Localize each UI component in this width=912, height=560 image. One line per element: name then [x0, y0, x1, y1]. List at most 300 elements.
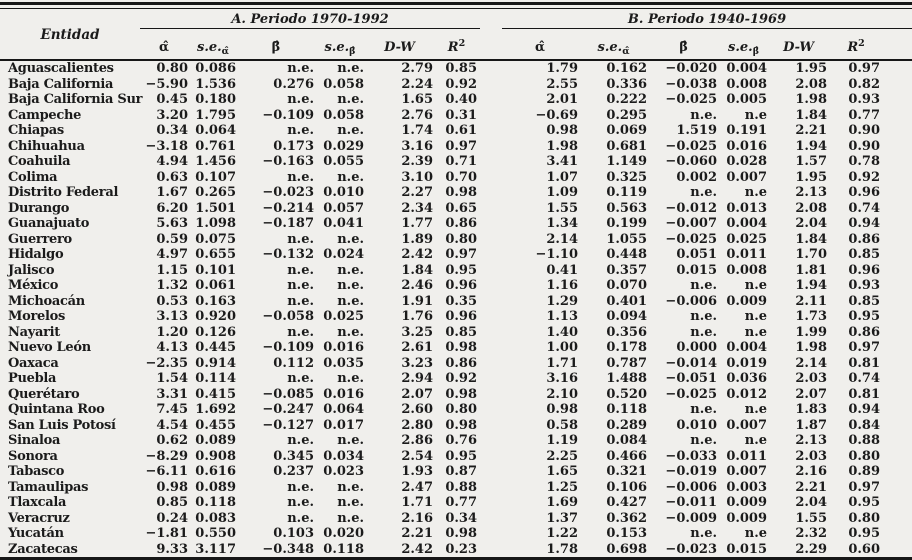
value-cell: 0.058 — [323, 107, 364, 123]
value-cell: n.e. — [690, 402, 718, 417]
entidad-cell: Guerrero — [8, 231, 72, 247]
value-cell: 0.051 — [676, 247, 718, 262]
value-cell: 0.004 — [726, 61, 768, 76]
value-cell: −0.006 — [665, 293, 718, 309]
value-cell: 3.23 — [401, 355, 433, 371]
value-cell: 0.016 — [323, 340, 364, 355]
value-cell: 0.057 — [323, 200, 364, 216]
value-cell: −0.163 — [262, 154, 314, 169]
value-cell: 0.93 — [848, 92, 881, 107]
value-cell: 0.009 — [726, 510, 768, 526]
value-cell: 1.73 — [795, 309, 828, 324]
value-cell: 0.357 — [606, 262, 648, 278]
value-cell: 0.356 — [606, 324, 648, 340]
table-row — [0, 60, 912, 77]
value-cell: 0.173 — [273, 138, 314, 154]
r-label: R — [447, 40, 459, 55]
value-cell: 1.69 — [546, 495, 579, 510]
value-cell: n.e. — [690, 309, 718, 324]
entidad-cell: Colima — [8, 169, 58, 185]
entidad-cell: México — [8, 278, 59, 293]
value-cell: 0.92 — [445, 371, 478, 386]
se-label: s.e. — [197, 40, 222, 55]
value-cell: 1.87 — [795, 417, 828, 433]
value-cell: 0.015 — [726, 541, 768, 557]
col-header-r2-b — [830, 29, 912, 61]
panel-gap-cell — [480, 418, 502, 434]
value-cell: 3.16 — [401, 138, 433, 154]
value-cell: 2.16 — [401, 510, 433, 526]
value-cell: 0.118 — [195, 495, 236, 510]
value-cell: 0.81 — [848, 386, 881, 402]
entidad-cell: Oaxaca — [8, 355, 59, 371]
panel-gap-header — [480, 10, 502, 60]
col-header-alpha-b — [502, 29, 580, 61]
value-cell: 0.064 — [323, 402, 364, 417]
value-cell: 0.415 — [195, 386, 236, 402]
value-cell: 0.008 — [726, 262, 768, 278]
value-cell: 0.80 — [848, 510, 881, 526]
value-cell: n.e. — [287, 61, 314, 76]
entidad-cell: Campeche — [8, 107, 82, 123]
table-row — [0, 526, 912, 542]
panel-gap-cell — [480, 77, 502, 93]
value-cell: 0.24 — [156, 510, 188, 526]
panel-gap-cell — [480, 433, 502, 449]
value-cell: 0.58 — [546, 417, 579, 433]
value-cell: 2.27 — [401, 185, 433, 200]
value-cell: 2.79 — [401, 61, 433, 76]
table-row — [0, 402, 912, 418]
value-cell: 0.191 — [726, 123, 768, 138]
panel-gap-cell — [480, 542, 502, 559]
panel-b-title: B. Periodo 1940-1969 — [627, 12, 787, 27]
value-cell: n.e. — [337, 293, 364, 309]
value-cell: 0.94 — [848, 216, 881, 231]
value-cell: 4.97 — [156, 247, 188, 262]
value-cell: 2.24 — [401, 76, 433, 92]
table-row — [0, 309, 912, 325]
value-cell: 0.563 — [606, 200, 648, 216]
value-cell: 1.83 — [795, 402, 828, 417]
entidad-cell: Durango — [8, 200, 70, 216]
value-cell: 0.85 — [848, 293, 881, 309]
value-cell: n.e. — [337, 495, 364, 510]
value-cell: 2.60 — [401, 402, 433, 417]
panel-gap-cell — [480, 108, 502, 124]
value-cell: 0.59 — [156, 231, 188, 247]
beta-hat-subscript: β̂ — [752, 46, 760, 57]
value-cell: 3.20 — [156, 107, 188, 123]
value-cell: 0.80 — [445, 402, 478, 417]
value-cell: 0.325 — [606, 169, 648, 185]
table-row — [0, 418, 912, 434]
value-cell: 0.114 — [195, 371, 236, 386]
value-cell: 0.41 — [546, 262, 579, 278]
value-cell: 0.055 — [323, 154, 364, 169]
value-cell: 2.16 — [795, 464, 828, 479]
value-cell: 0.93 — [848, 278, 881, 293]
value-cell: 1.00 — [546, 340, 579, 355]
panel-a-title: A. Periodo 1970-1992 — [231, 12, 389, 27]
entidad-cell: Aguascalientes — [8, 61, 114, 76]
value-cell: 0.787 — [606, 355, 648, 371]
panel-gap-cell — [480, 449, 502, 465]
value-cell: 0.034 — [323, 448, 364, 464]
value-cell: 0.017 — [323, 417, 364, 433]
value-cell: n.e. — [287, 479, 314, 495]
value-cell: 0.011 — [726, 448, 768, 464]
value-cell: 0.98 — [546, 402, 579, 417]
value-cell: 1.20 — [156, 324, 188, 340]
value-cell: −1.81 — [145, 526, 188, 541]
entidad-cell: Tabasco — [8, 464, 65, 479]
value-cell: 2.01 — [546, 92, 579, 107]
value-cell: 1.16 — [546, 278, 579, 293]
value-cell: −0.038 — [665, 76, 718, 92]
panel-gap-cell — [480, 464, 502, 480]
value-cell: 1.70 — [795, 247, 828, 262]
value-cell: 0.289 — [606, 417, 648, 433]
value-cell: 1.692 — [195, 402, 236, 417]
value-cell: −0.109 — [262, 107, 314, 123]
value-cell: n.e — [744, 278, 768, 293]
table-row — [0, 201, 912, 217]
value-cell: 0.85 — [156, 495, 188, 510]
panel-gap-cell — [480, 309, 502, 325]
value-cell: 0.007 — [726, 417, 768, 433]
value-cell: n.e. — [690, 324, 718, 340]
value-cell: 0.023 — [323, 464, 364, 479]
value-cell: −0.058 — [262, 309, 314, 324]
table-row — [0, 495, 912, 511]
panel-gap-cell — [480, 232, 502, 248]
entidad-header — [0, 10, 140, 60]
value-cell: −0.009 — [665, 510, 718, 526]
panel-gap-cell — [480, 387, 502, 403]
value-cell: 0.86 — [848, 231, 881, 247]
value-cell: 1.89 — [401, 231, 433, 247]
value-cell: n.e. — [287, 510, 314, 526]
value-cell: 0.98 — [445, 185, 478, 200]
value-cell: 0.015 — [676, 262, 718, 278]
value-cell: 0.88 — [445, 479, 478, 495]
panel-gap-cell — [480, 402, 502, 418]
value-cell: 0.112 — [273, 355, 314, 371]
value-cell: −0.187 — [262, 216, 314, 231]
value-cell: −0.69 — [535, 107, 579, 123]
value-cell: 0.62 — [156, 433, 188, 448]
value-cell: 0.222 — [606, 92, 648, 107]
panel-gap-cell — [480, 139, 502, 155]
value-cell: n.e. — [287, 495, 314, 510]
value-cell: 0.98 — [156, 479, 188, 495]
value-cell: 0.86 — [445, 216, 478, 231]
value-cell: 0.107 — [195, 169, 236, 185]
value-cell: 0.162 — [606, 61, 648, 76]
value-cell: 0.34 — [156, 123, 188, 138]
value-cell: −0.214 — [262, 200, 314, 216]
value-cell: 1.34 — [546, 216, 579, 231]
value-cell: 0.008 — [726, 76, 768, 92]
panel-gap-cell — [480, 185, 502, 201]
value-cell: −0.012 — [665, 200, 718, 216]
panel-gap-cell — [480, 154, 502, 170]
table-row — [0, 325, 912, 341]
entidad-cell: Quintana Roo — [8, 402, 105, 417]
table-row — [0, 433, 912, 449]
value-cell: 0.698 — [606, 541, 648, 557]
value-cell: 1.488 — [606, 371, 648, 386]
value-cell: 2.61 — [401, 340, 433, 355]
panel-gap-cell — [480, 60, 502, 77]
value-cell: 0.084 — [606, 433, 648, 448]
value-cell: 1.55 — [546, 200, 579, 216]
value-cell: 2.07 — [401, 386, 433, 402]
table-row — [0, 356, 912, 372]
value-cell: −0.023 — [262, 185, 314, 200]
panel-b-header — [502, 10, 912, 29]
value-cell: 0.98 — [445, 526, 478, 541]
value-cell: n.e — [744, 309, 768, 324]
value-cell: 0.163 — [195, 293, 236, 309]
value-cell: 0.95 — [848, 495, 881, 510]
alpha-hat-subscript: α̂ — [622, 46, 630, 57]
panel-gap-cell — [480, 201, 502, 217]
value-cell: 1.501 — [195, 200, 236, 216]
value-cell: 0.89 — [848, 464, 881, 479]
table-row — [0, 232, 912, 248]
entidad-cell: Querétaro — [8, 386, 80, 402]
value-cell: 0.069 — [606, 123, 648, 138]
value-cell: 2.13 — [795, 433, 828, 448]
value-cell: 0.616 — [195, 464, 236, 479]
value-cell: 0.74 — [848, 371, 881, 386]
value-cell: 3.31 — [156, 386, 188, 402]
table-row — [0, 340, 912, 356]
table-row — [0, 464, 912, 480]
value-cell: −6.11 — [145, 464, 188, 479]
value-cell: n.e — [744, 402, 768, 417]
entidad-cell: San Luis Potosí — [8, 417, 116, 433]
value-cell: n.e. — [690, 185, 718, 200]
value-cell: n.e. — [337, 479, 364, 495]
value-cell: 0.016 — [323, 386, 364, 402]
value-cell: 2.80 — [401, 417, 433, 433]
table-row — [0, 216, 912, 232]
value-cell: 1.456 — [195, 154, 236, 169]
value-cell: 0.106 — [606, 479, 648, 495]
value-cell: 0.013 — [726, 200, 768, 216]
entidad-cell: Sonora — [8, 448, 58, 464]
value-cell: 0.97 — [445, 138, 478, 154]
value-cell: 7.45 — [156, 402, 188, 417]
col-header-se-beta-b — [720, 29, 770, 61]
value-cell: 0.95 — [445, 448, 478, 464]
value-cell: 2.76 — [401, 107, 433, 123]
value-cell: 0.401 — [606, 293, 648, 309]
value-cell: 2.14 — [546, 231, 579, 247]
value-cell: 2.11 — [795, 293, 828, 309]
entidad-cell: Tlaxcala — [8, 495, 67, 510]
value-cell: −0.020 — [665, 61, 718, 76]
value-cell: 0.007 — [726, 464, 768, 479]
value-cell: 0.97 — [445, 247, 478, 262]
col-header-dw-b — [770, 29, 830, 61]
table-head — [0, 10, 912, 60]
r2-superscript: 2 — [858, 38, 865, 49]
value-cell: 0.34 — [445, 510, 478, 526]
panel-gap-cell — [480, 216, 502, 232]
value-cell: 4.94 — [156, 154, 188, 169]
value-cell: 1.74 — [401, 123, 433, 138]
value-cell: 3.16 — [546, 371, 579, 386]
value-cell: 2.21 — [401, 526, 433, 541]
value-cell: 2.29 — [795, 541, 828, 557]
panel-gap-cell — [480, 511, 502, 527]
panel-gap-cell — [480, 495, 502, 511]
value-cell: n.e. — [690, 433, 718, 448]
value-cell: 1.37 — [546, 510, 579, 526]
value-cell: n.e. — [337, 262, 364, 278]
value-cell: 0.126 — [195, 324, 236, 340]
value-cell: 1.94 — [795, 138, 828, 154]
entidad-cell: Baja California Sur — [8, 92, 143, 107]
value-cell: 0.448 — [606, 247, 648, 262]
value-cell: n.e. — [337, 433, 364, 448]
entidad-cell: Jalisco — [8, 262, 55, 278]
value-cell: 0.681 — [606, 138, 648, 154]
value-cell: 2.03 — [795, 371, 828, 386]
value-cell: 0.78 — [848, 154, 881, 169]
value-cell: −0.011 — [665, 495, 718, 510]
value-cell: n.e. — [337, 278, 364, 293]
value-cell: 0.019 — [726, 355, 768, 371]
table-row — [0, 108, 912, 124]
value-cell: 1.55 — [795, 510, 828, 526]
panel-gap-cell — [480, 356, 502, 372]
value-cell: 0.71 — [445, 154, 478, 169]
value-cell: 0.180 — [195, 92, 236, 107]
value-cell: 0.95 — [445, 262, 478, 278]
value-cell: 0.31 — [445, 107, 478, 123]
value-cell: 0.455 — [195, 417, 236, 433]
value-cell: 0.101 — [195, 262, 236, 278]
table-row — [0, 449, 912, 465]
value-cell: 2.55 — [546, 76, 579, 92]
value-cell: 1.95 — [795, 169, 828, 185]
value-cell: 0.005 — [726, 92, 768, 107]
value-cell: 0.98 — [445, 340, 478, 355]
panel-gap-cell — [480, 325, 502, 341]
value-cell: 1.22 — [546, 526, 579, 541]
value-cell: 0.45 — [156, 92, 188, 107]
value-cell: 3.117 — [195, 541, 236, 557]
value-cell: 1.795 — [195, 107, 236, 123]
value-cell: 0.914 — [195, 355, 236, 371]
value-cell: n.e. — [690, 278, 718, 293]
value-cell: 1.055 — [606, 231, 648, 247]
value-cell: n.e. — [287, 92, 314, 107]
col-header-se-alpha-a — [190, 29, 238, 61]
value-cell: n.e. — [337, 61, 364, 76]
beta-hat-subscript: β̂ — [349, 46, 356, 57]
value-cell: 1.519 — [676, 123, 718, 138]
value-cell: 0.761 — [195, 138, 236, 154]
value-cell: 0.003 — [726, 479, 768, 495]
value-cell: 0.075 — [195, 231, 236, 247]
se-label: s.e. — [728, 40, 753, 55]
panel-gap-cell — [480, 278, 502, 294]
value-cell: −0.060 — [665, 154, 718, 169]
value-cell: 0.920 — [195, 309, 236, 324]
value-cell: 0.86 — [445, 355, 478, 371]
value-cell: 1.32 — [156, 278, 188, 293]
value-cell: 0.153 — [606, 526, 648, 541]
value-cell: 0.466 — [606, 448, 648, 464]
entidad-cell: Hidalgo — [8, 247, 64, 262]
entidad-cell: Michoacán — [8, 293, 85, 309]
entidad-header-label: Entidad — [40, 26, 100, 43]
r-label: R — [847, 40, 859, 55]
value-cell: 2.04 — [795, 495, 828, 510]
value-cell: n.e. — [337, 371, 364, 386]
value-cell: 0.98 — [546, 123, 579, 138]
value-cell: 0.87 — [445, 464, 478, 479]
value-cell: 0.85 — [445, 61, 478, 76]
value-cell: n.e. — [337, 169, 364, 185]
value-cell: 0.010 — [676, 417, 718, 433]
value-cell: 0.089 — [195, 433, 236, 448]
value-cell: 1.65 — [546, 464, 579, 479]
value-cell: 0.321 — [606, 464, 648, 479]
value-cell: n.e. — [337, 92, 364, 107]
beta-hat-symbol: β̂ — [271, 40, 281, 55]
dw-label: D-W — [384, 40, 415, 55]
value-cell: 0.85 — [848, 247, 881, 262]
value-cell: 1.91 — [401, 293, 433, 309]
entidad-cell: Guanajuato — [8, 216, 90, 231]
value-cell: n.e. — [337, 510, 364, 526]
value-cell: 0.96 — [848, 185, 881, 200]
value-cell: 0.427 — [606, 495, 648, 510]
entidad-cell: Sinaloa — [8, 433, 61, 448]
panel-gap-cell — [480, 371, 502, 387]
value-cell: 0.089 — [195, 479, 236, 495]
value-cell: 0.65 — [445, 200, 478, 216]
value-cell: 2.32 — [795, 526, 828, 541]
panel-gap-cell — [480, 263, 502, 279]
value-cell: 1.79 — [546, 61, 579, 76]
col-header-r2-a — [436, 29, 480, 61]
value-cell: 6.20 — [156, 200, 188, 216]
value-cell: 0.345 — [273, 448, 314, 464]
value-cell: 0.96 — [848, 262, 881, 278]
se-label: s.e. — [597, 40, 623, 55]
value-cell: 0.76 — [445, 433, 478, 448]
value-cell: −0.132 — [262, 247, 314, 262]
value-cell: 0.80 — [848, 448, 881, 464]
table-row — [0, 542, 912, 559]
table-row — [0, 170, 912, 186]
value-cell: 1.93 — [401, 464, 433, 479]
table-row — [0, 278, 912, 294]
value-cell: 1.67 — [156, 185, 188, 200]
value-cell: 0.000 — [676, 340, 718, 355]
value-cell: n.e. — [287, 278, 314, 293]
value-cell: −3.18 — [145, 138, 188, 154]
value-cell: 0.004 — [726, 340, 768, 355]
